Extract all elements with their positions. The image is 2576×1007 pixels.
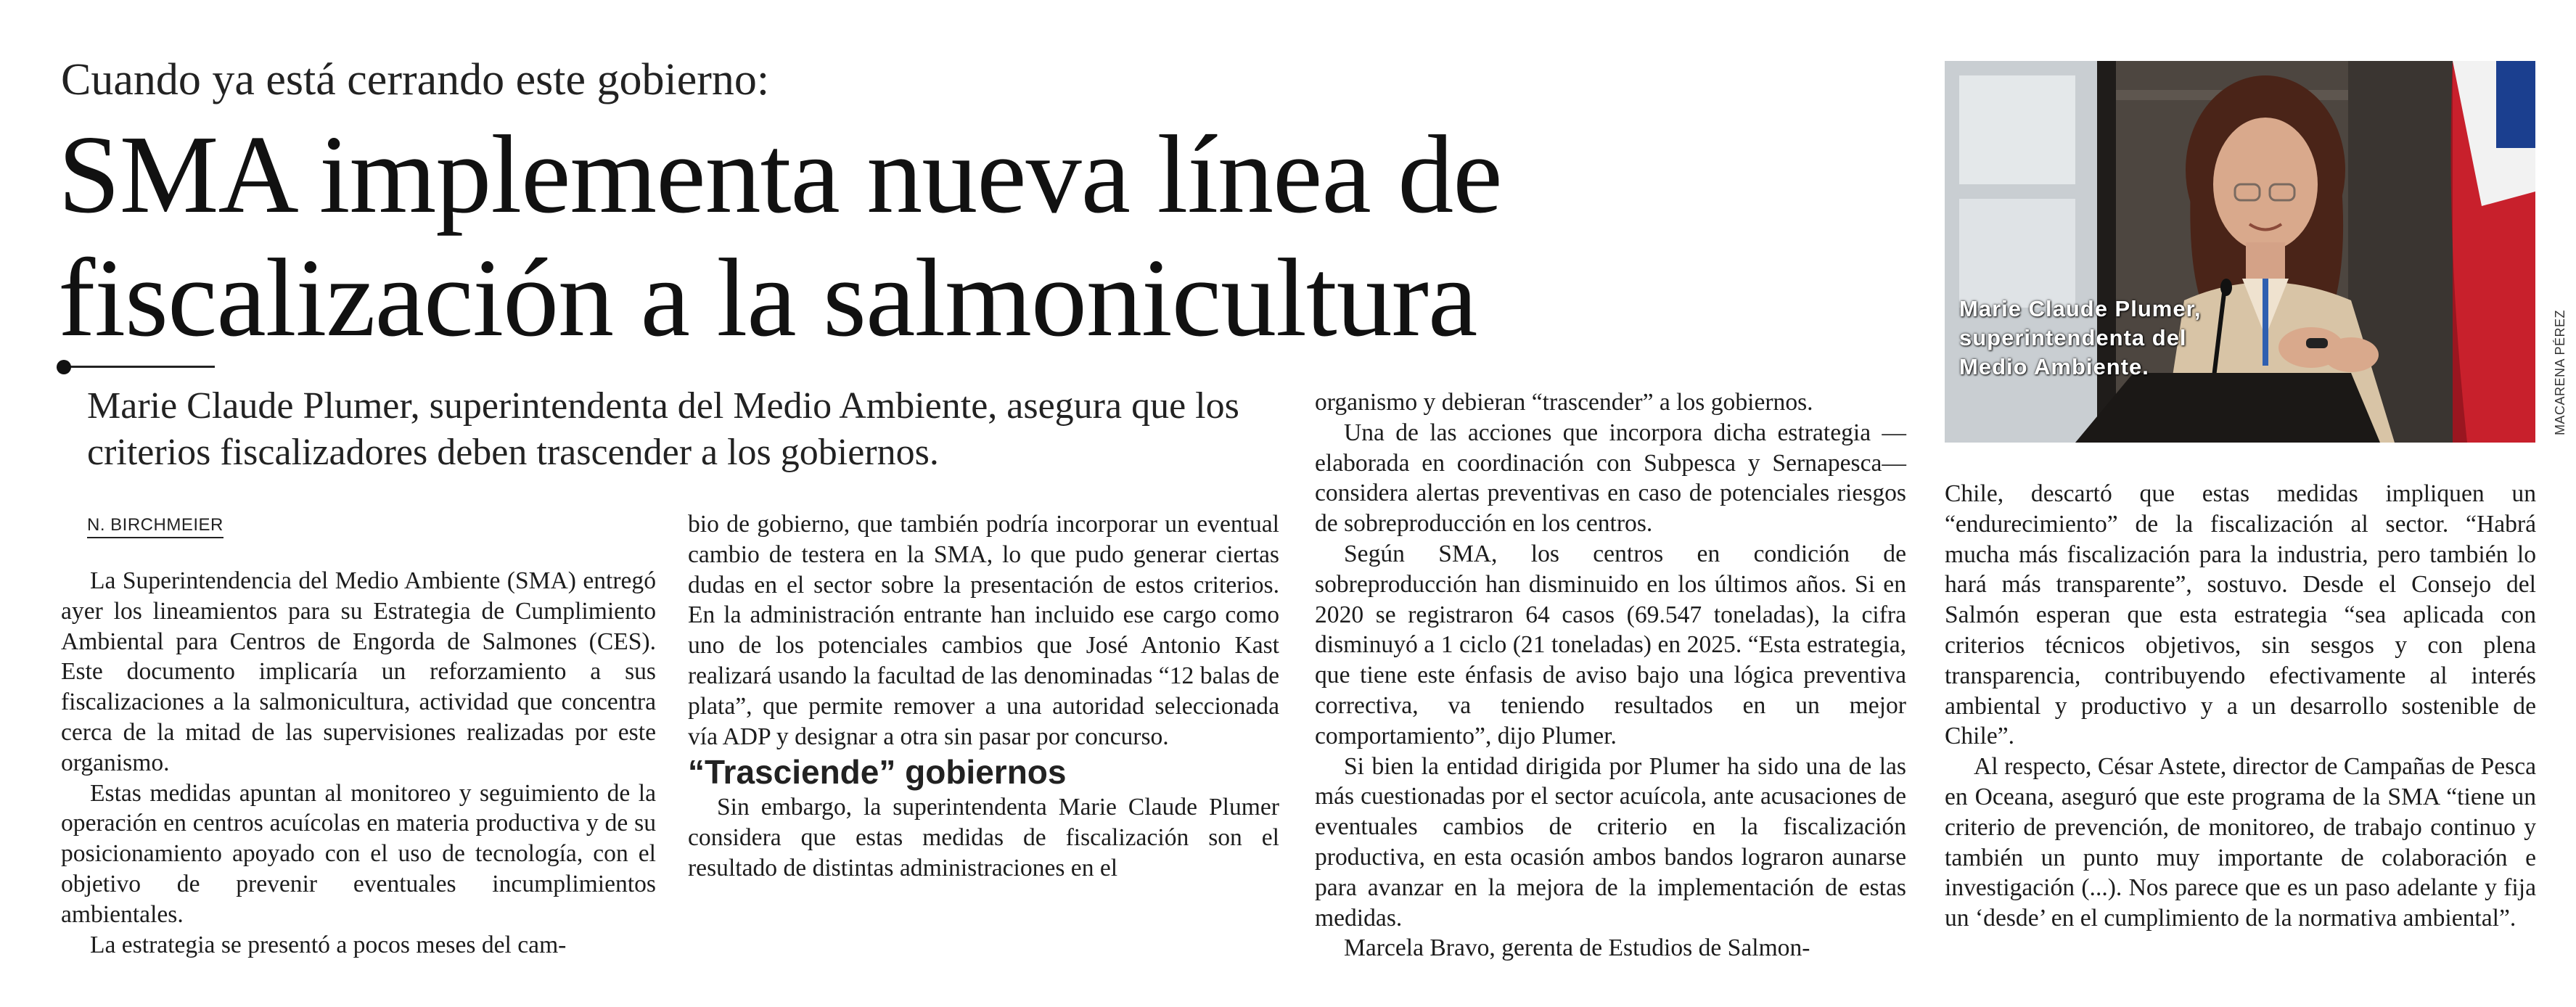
body-column-4	[1945, 479, 2536, 934]
body-paragraph: La estrategia se presentó a pocos meses del cam-	[90, 931, 567, 958]
body-paragraph: Chile, descartó que estas medidas impliquen un “endurecimiento” de la fiscalización al sector. “Habrá mucha más fiscalización para la industria, pero también lo hará más transparente”, sostuvo. Desde el Consejo del Salmón esperan que esta estrategia “sea aplicada con criterios técnicos objetivos, sin sesgos y con plena transparencia, contribuyendo efectivamente al interés ambiental y productivo y a un desarrollo sostenible de Chile”.	[1945, 480, 2536, 750]
body-paragraph: Estas medidas apuntan al monitoreo y seguimiento de la operación en centros acuícolas en materia productiva y de su posicionamiento apoyado con el uso de tecnología, con el objetivo de prevenir eventuales incumplimientos ambientales.	[61, 779, 656, 928]
body-column-1	[61, 566, 656, 960]
body-paragraph: Según SMA, los centros en condición de sobreproducción han disminuido en los últimos años. Si en 2020 se registraron 64 casos (69.547 toneladas), la cifra disminuyó a 1 ciclo (21 toneladas) en 2025. “Esta estrategia, que tiene este énfasis de aviso bajo una lógica preventiva correctiva, va teniendo resultados en un mejor comportamiento”, dijo Plumer.	[1315, 540, 1906, 749]
headline-divider	[61, 366, 215, 368]
byline: N. BIRCHMEIER	[87, 514, 223, 538]
body-paragraph: La Superintendencia del Medio Ambiente (SMA) entregó ayer los lineamientos para su Estrategia de Cumplimiento Ambiental para Centros de Engorda de Salmones (CES). Este documento implicaría un reforzamiento a sus fiscalizaciones a la salmonicultura, actividad que concentra cerca de la mitad de las supervisiones realizadas por este organismo.	[61, 567, 656, 776]
body-paragraph: Una de las acciones que incorpora dicha estrategia —elaborada en coordinación con Subpesca y Sernapesca— considera alertas preventivas en caso de potenciales riesgos de sobreproducción en los centros.	[1315, 419, 1906, 538]
portrait-photo	[1945, 61, 2535, 443]
body-column-2	[688, 509, 1279, 884]
body-paragraph: organismo y debieran “trascender” a los gobiernos.	[1315, 389, 1813, 416]
portrait-illustration	[1945, 61, 2535, 443]
headline: SMA implementa nueva línea de fiscalización a la salmonicultura	[58, 113, 1502, 360]
body-column-3	[1315, 387, 1906, 963]
body-paragraph: bio de gobierno, que también podría incorporar un eventual cambio de testera en la SMA, lo que pudo generar ciertas dudas en el sector sobre la presentación de estos criterios. En la administración entrante han incluido ese cargo como uno de los potenciales cambios que José Antonio Kast realizará usando la facultad de las denominadas “12 balas de plata”, que permite remover a una autoridad seleccionada vía ADP y designar a otra sin pasar por concurso.	[688, 511, 1279, 750]
body-paragraph: Al respecto, César Astete, director de Campañas de Pesca en Oceana, aseguró que este programa de la SMA “tiene un criterio de prevención, de monitoreo, de trabajo continuo y también un punto muy importante de colaboración e investigación (...). Nos parece que es un paso adelante y fija un ‘desde’ en el cumplimiento de la normativa ambiental”.	[1945, 753, 2536, 932]
body-paragraph: Si bien la entidad dirigida por Plumer ha sido una de las más cuestionadas por el sector acuícola, ante acusaciones de eventuales cambios de criterio en la fiscalización productiva, en esta ocasión ambos bandos lograron aunarse para avanzar en la mejora de la implementación de estas medidas.	[1315, 752, 1906, 932]
divider-bullet	[57, 360, 71, 374]
body-paragraph: Sin embargo, la superintendenta Marie Claude Plumer considera que estas medidas de fiscalización son el resultado de distintas administraciones en el	[688, 794, 1279, 881]
photo-credit: MACARENA PÉREZ	[2553, 309, 2567, 435]
kicker: Cuando ya está cerrando este gobierno:	[61, 55, 770, 104]
section-subhead: “Trasciende” gobiernos	[688, 753, 1067, 792]
photo-caption: Marie Claude Plumer, superintendenta del Medio Ambiente.	[1959, 296, 2202, 379]
body-paragraph: Marcela Bravo, gerenta de Estudios de Salmon-	[1344, 934, 1810, 962]
deck: Marie Claude Plumer, superintendenta del Medio Ambiente, asegura que los criterios fiscalizadores deben trascender a los gobiernos.	[87, 385, 1239, 473]
